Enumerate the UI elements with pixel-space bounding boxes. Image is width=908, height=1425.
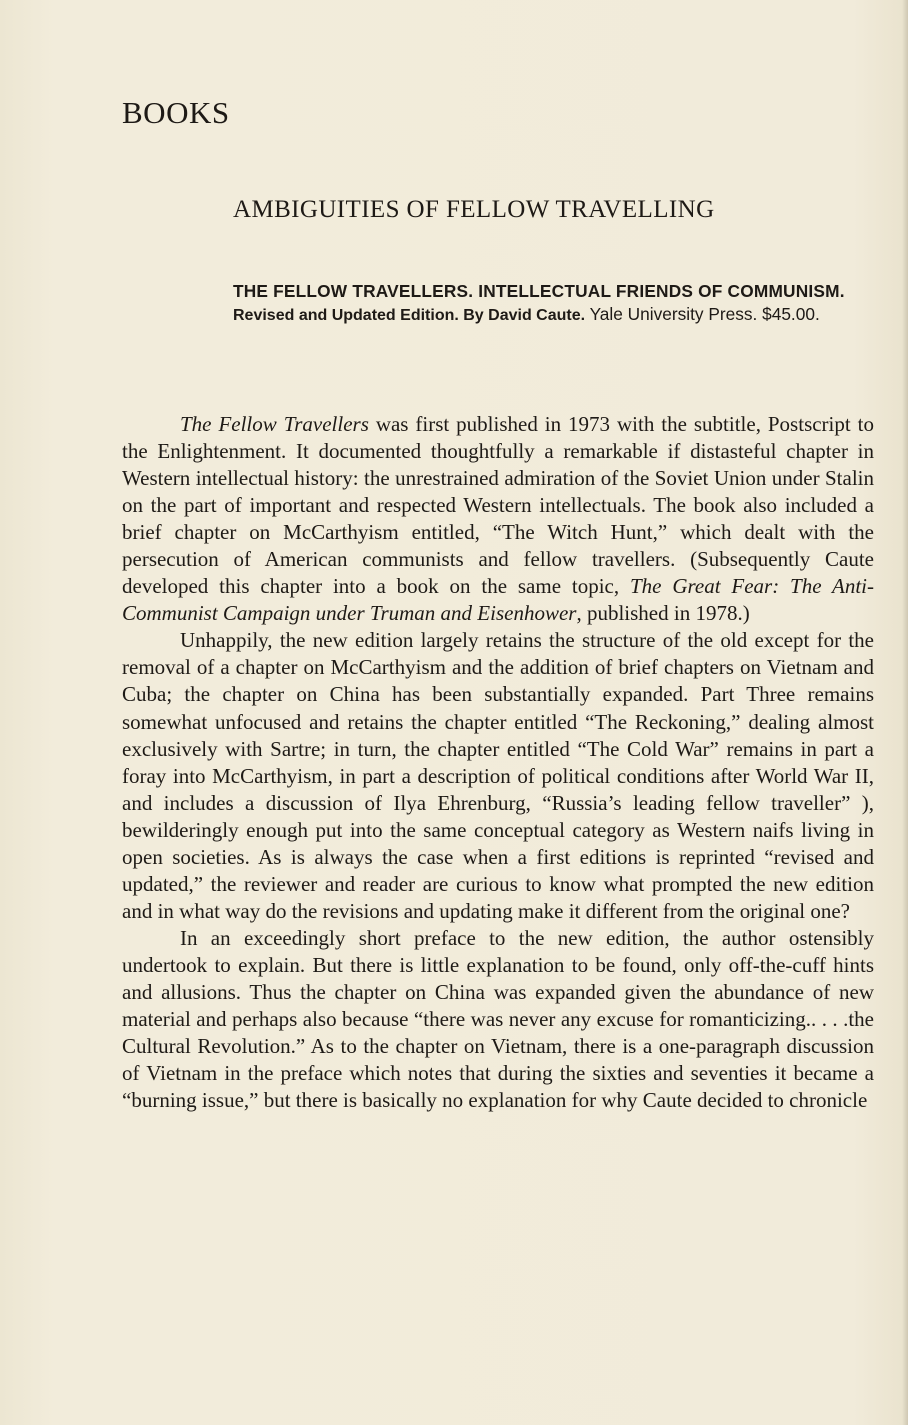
paragraph-1 <box>122 411 874 627</box>
italic-book-title: The Fellow Travellers <box>180 412 369 436</box>
section-heading: BOOKS <box>122 95 230 130</box>
article-title: AMBIGUITIES OF FELLOW TRAVELLING <box>233 196 715 223</box>
italic-related-book: The Great Fear: The Anti-Communist Campaign under Truman and Eisenhower <box>122 574 875 626</box>
paragraph-2: Unhappily, the new edition largely retains the structure of the old except for the removal of a chapter on McCarthyism and the addition of brief chapters on Vietnam and Cuba; the chapter on China has been substantially expanded. Part Three remains somewhat unfocused and retains the chapter entitled “The Reckoning,” dealing almost exclusively with Sartre; in turn, the chapter entitled “The Cold War” remains in part a foray into McCarthyism, in part a description of political conditions after World War II, and includes a discussion of Ilya Ehrenburg, “Russia’s leading fellow traveller” ), bewilderingly enough put into the same conceptual category as Western naifs living in open societies. As is always the case when a first editions is reprinted “revised and updated,” the reviewer and reader are curious to know what prompted the new edition and in what way do the revisions and updating make it different from the original one? <box>122 628 874 923</box>
review-body <box>122 411 874 1114</box>
paragraph-3: In an exceedingly short preface to the new edition, the author ostensibly undertook to explain. But there is little explanation to be found, only off-the-cuff hints and allusions. Thus the chapter on China was expanded given the abundance of new material and perhaps also because “there was never any excuse for romanticizing.. . . .the Cultural Revolution.” As to the chapter on Vietnam, there is a one-paragraph discussion of Vietnam in the preface which notes that during the sixties and seventies it became a “burning issue,” but there is basically no explanation for why Caute decided to chronicle <box>122 925 874 1113</box>
citation-edition: Revised and Updated Edition. By David Caute. <box>233 307 586 324</box>
paragraph-1-text-a: was first published in 1973 with the subtitle, Postscript to the Enlightenment. It documented thoughtfully a remarkable if distasteful chapter in Western intellectual history: the unrestrained admiration of the Soviet Union under Stalin on the part of important and respected Western intellectuals. The book also included a brief chapter on McCarthyism entitled, “The Witch Hunt,” which dealt with the persecution of American communists and fellow travellers. (Subsequently Caute developed this chapter into a book on the same topic, <box>122 412 874 599</box>
book-citation <box>233 280 873 327</box>
citation-book-title: THE FELLOW TRAVELLERS. INTELLECTUAL FRIENDS OF COMMUNISM. <box>233 281 845 301</box>
page-edge-shadow <box>902 0 908 1425</box>
paragraph-1-text-b: , published in 1978.) <box>576 601 750 626</box>
citation-publisher: Yale University Press. $45.00. <box>589 304 820 324</box>
